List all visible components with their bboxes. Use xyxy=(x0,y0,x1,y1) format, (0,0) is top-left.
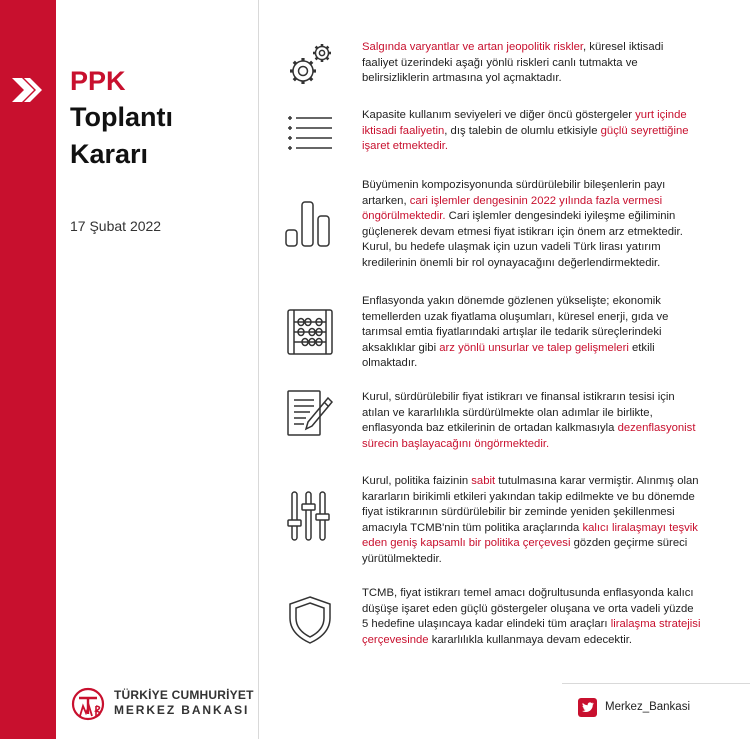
list-item-4 xyxy=(362,294,702,372)
list-item-1 xyxy=(362,40,702,87)
meeting-date: 17 Şubat 2022 xyxy=(70,218,162,234)
list-item-2 xyxy=(362,108,702,155)
body-text: Kapasite kullanım seviyeleri ve diğer öncü göstergeler xyxy=(362,109,636,121)
highlighted-text: kalıcı liralaşmayı teşvik eden geniş kapsamlı bir politika çerçevesi xyxy=(362,521,698,549)
body-text: , küresel iktisadi faaliyet üzerindeki aşağı yönlü riskleri canlı tutmakta ve belirsizliklerin artmasına yol açmaktadır. xyxy=(362,41,664,84)
body-text: Kurul, sürdürülebilir fiyat istikrarı ve finansal istikrarın tesisi için atılan ve kararlılıkla sürdürülmekte olan adımlar ile birlikte, enflasyonda baz etkilerinin de ortadan kalkmasıyla xyxy=(362,391,675,434)
list-item-3 xyxy=(362,178,702,271)
chevron-right-icon xyxy=(10,76,46,104)
body-text: Cari işlemler dengesindeki iyileşme eğiliminin güçlenerek devam etmesi fiyat istikrarı için önem arz etmektedir. Kurul, bu hedefe ulaşmak için uzun vadeli Türk lirası yatırım kredilerinin önemli bir rol oynayacağını değerlendirmektedir. xyxy=(362,210,683,269)
body-text: kararlılıkla kullanmaya devam edecektir. xyxy=(428,633,632,646)
twitter-icon[interactable] xyxy=(578,698,597,717)
list-icon xyxy=(284,106,336,158)
list-item-6 xyxy=(362,474,702,567)
tcmb-logo xyxy=(70,686,254,722)
page-title-line3: Kararı xyxy=(70,139,149,169)
highlighted-text: dezenflasyonist sürecin başlayacağını öngörmektedir. xyxy=(362,422,696,450)
bar-chart-icon xyxy=(284,198,336,250)
body-text: Enflasyonda yakın dönemde gözlenen yükselişte; ekonomik temellerden uzak fiyatlama oluşumları, küresel enerji, gıda ve tarımsal emtia fiyatlarındaki artışlar ile tedarik süreçlerindeki aksaklıklar gibi xyxy=(362,295,669,354)
logo-line2: MERKEZ BANKASI xyxy=(114,703,250,717)
highlighted-text: arz yönlü unsurlar ve talep gelişmeleri xyxy=(439,341,629,354)
sliders-icon xyxy=(284,490,336,542)
shield-icon xyxy=(284,594,336,646)
highlighted-text: liralaşma stratejisi çerçevesinde xyxy=(362,618,701,646)
body-text: Kurul, politika faizinin xyxy=(362,475,472,487)
page-title-line2: Toplantı xyxy=(70,102,173,132)
highlighted-text: Salgında varyantlar ve artan jeopolitik riskler xyxy=(362,41,584,53)
tcmb-emblem-icon xyxy=(70,686,110,722)
body-text: tutulmasına karar vermiştir. Alınmış olan kararların birikimli etkileri yakından takip edilmekte ve bu dönemde fiyat istikrarının sürdürülebilir bir zeminde yeniden şekillenmesi amacıyla TCMB'nin tüm politika araçlarında xyxy=(362,475,699,534)
highlighted-text: güçlü seyrettiğine işaret etmektedir. xyxy=(362,124,689,152)
body-text: Büyümenin kompozisyonunda sürdürülebilir bileşenlerin payı artarken, xyxy=(362,179,666,207)
highlighted-text: yurt içinde iktisadi faaliyetin xyxy=(362,109,687,137)
page-title-ppk: PPK xyxy=(70,66,126,96)
body-text: etkili olmaktadır. xyxy=(362,341,655,369)
highlighted-text: sabit xyxy=(471,475,496,487)
abacus-icon xyxy=(284,306,336,358)
footer-divider xyxy=(562,683,750,684)
list-item-5 xyxy=(362,390,702,452)
gears-icon xyxy=(284,40,336,92)
document-pen-icon xyxy=(284,388,336,440)
body-text: , dış talebin de olumlu etkisiyle xyxy=(444,124,601,137)
body-text: gözden geçirme süreci yürütülmektedir. xyxy=(362,537,688,565)
highlighted-text: cari işlemler dengesinin 2022 yılında fazla vermesi öngörülmektedir. xyxy=(362,194,663,222)
body-text: TCMB, fiyat istikrarı temel amacı doğrultusunda enflasyonda kalıcı düşüşe işaret eden güçlü göstergeler oluşana ve orta vadeli yüzde 5 hedefine ulaşıncaya kadar elindeki tüm araçları xyxy=(362,587,694,630)
accent-bar xyxy=(0,0,56,739)
vertical-divider xyxy=(258,0,259,739)
logo-line1: TÜRKİYE CUMHURİYET xyxy=(114,688,254,702)
twitter-handle[interactable]: Merkez_Bankasi xyxy=(605,701,691,713)
list-item-7 xyxy=(362,586,702,648)
